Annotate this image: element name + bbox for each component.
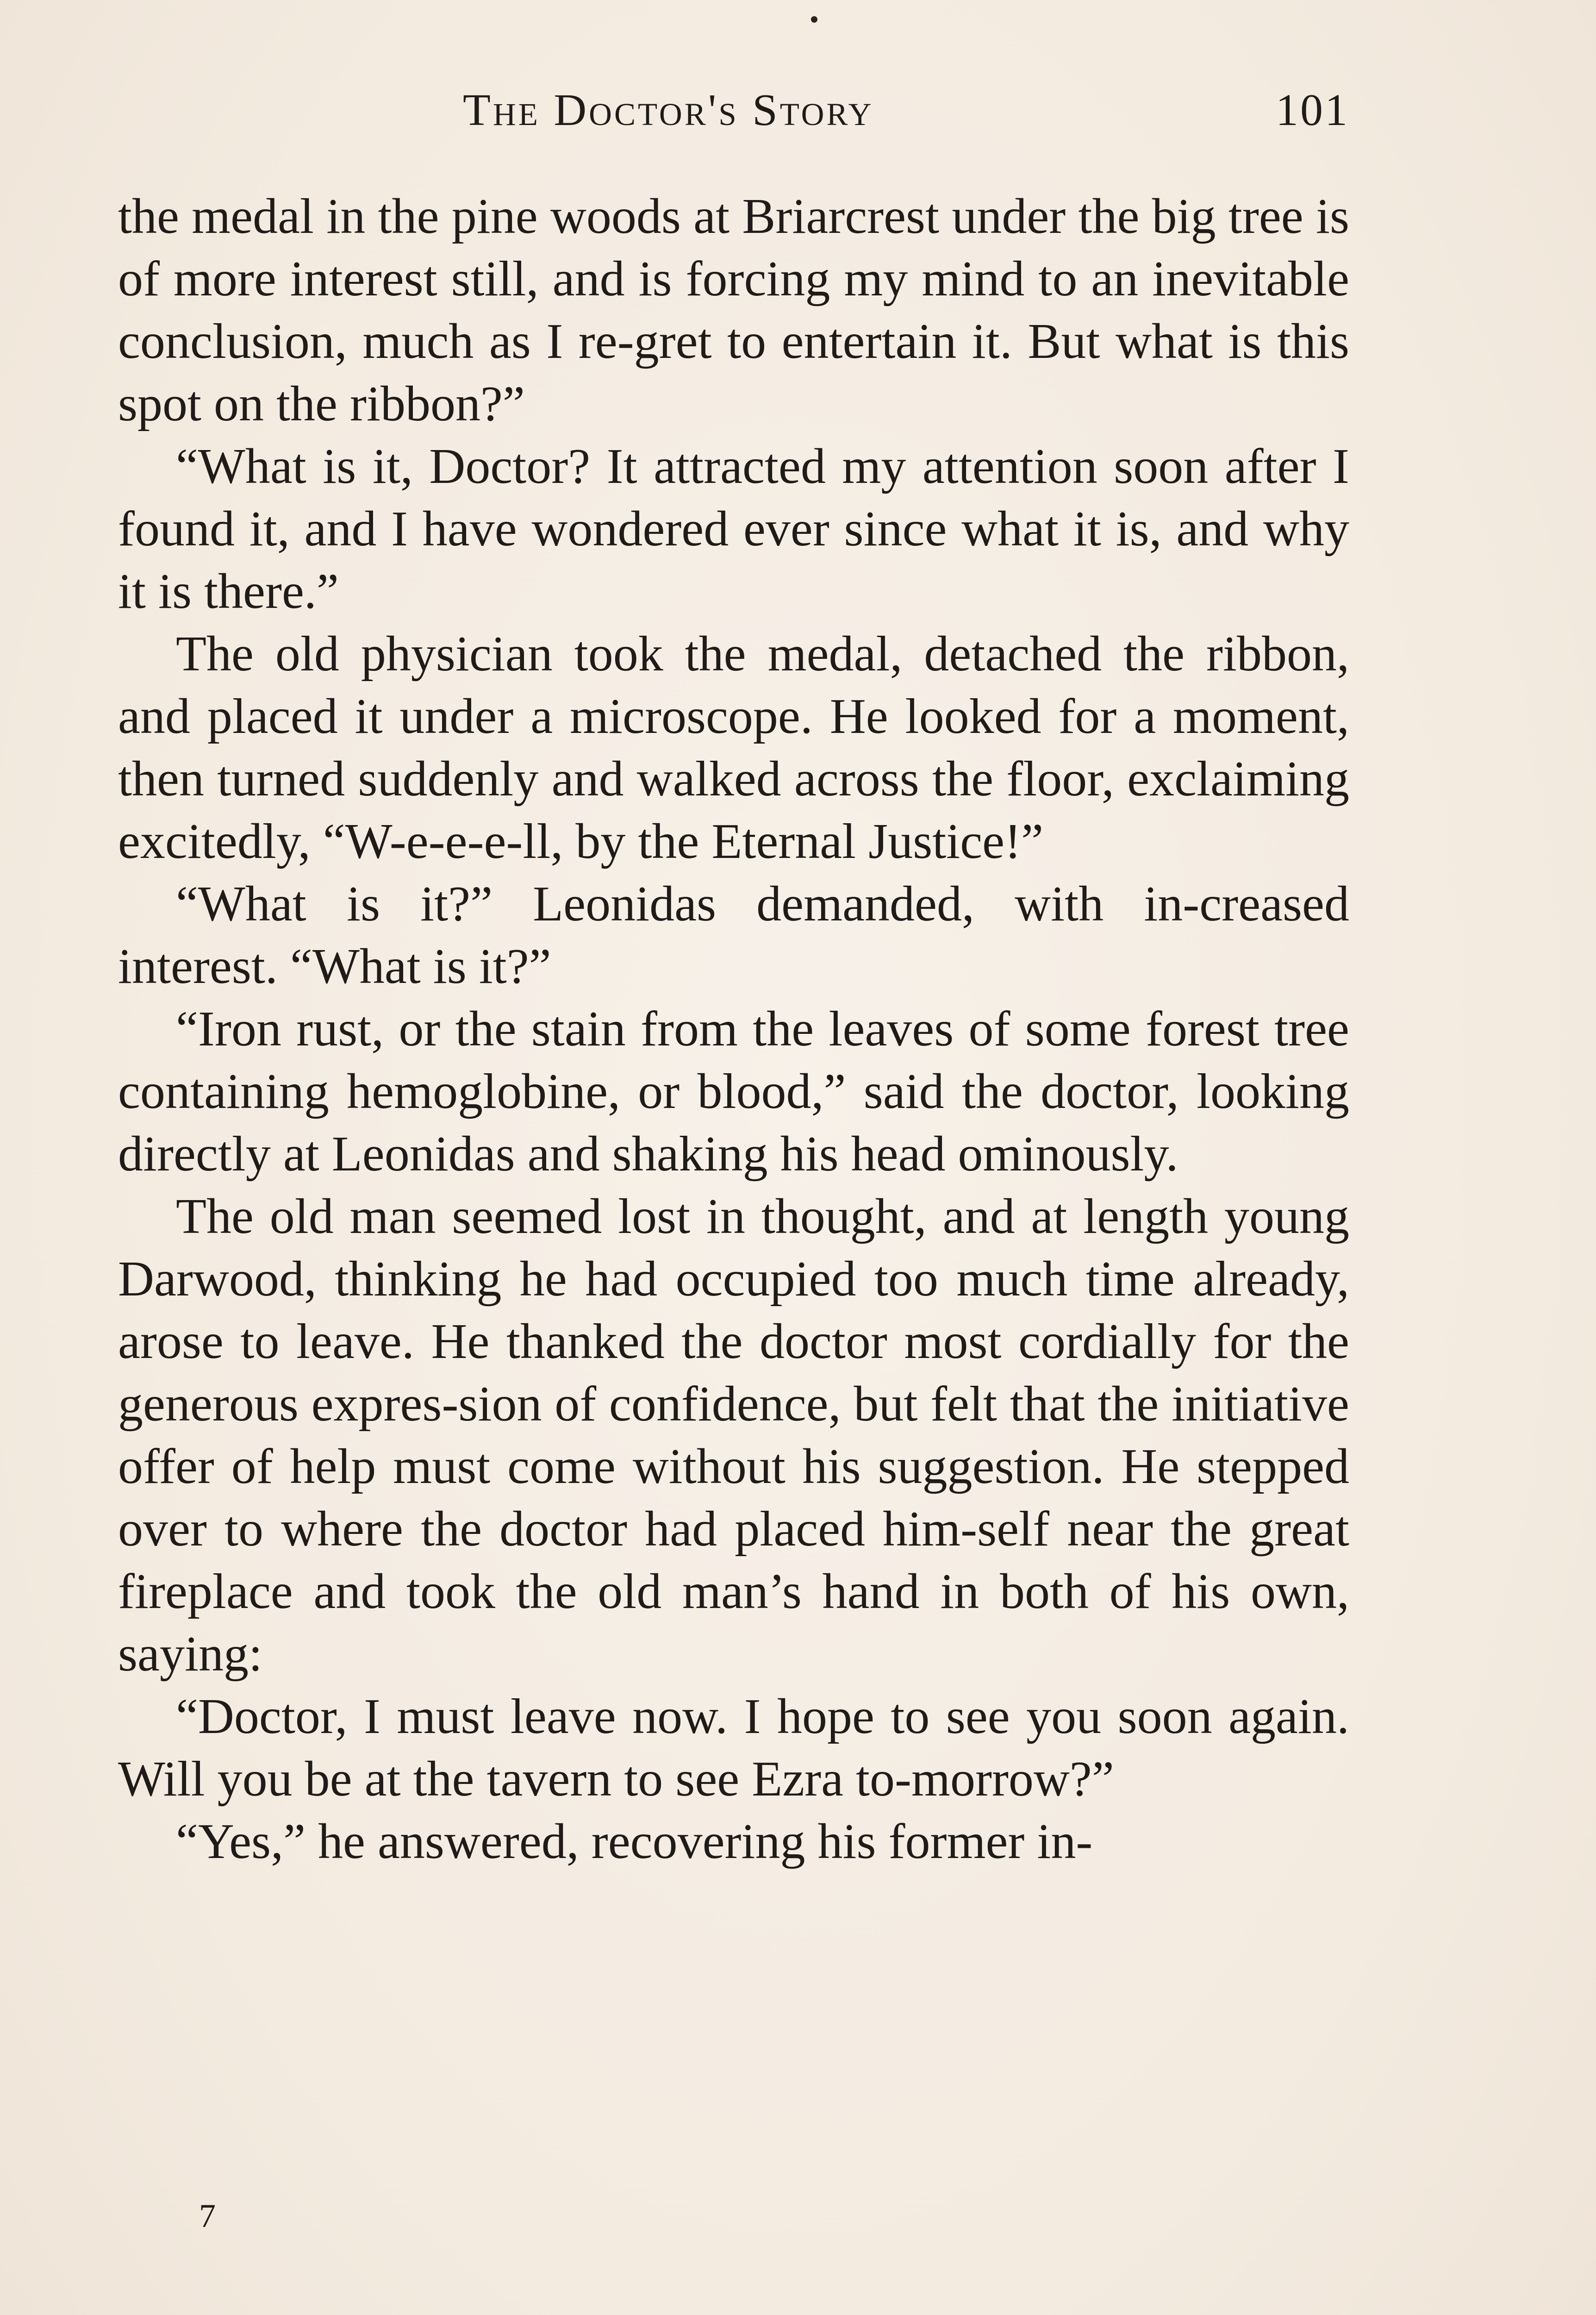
paragraph-7: “Doctor, I must leave now. I hope to see you soon again. Will you be at the tavern to see Ezra to-morrow?”	[118, 1689, 1349, 1807]
paragraph-8: “Yes,” he answered, recovering his former in-	[176, 1814, 1093, 1869]
paragraph-1: the medal in the pine woods at Briarcrest under the big tree is of more interest still, and is forcing my mind to an inevitable conclusion, much as I re-gret to entertain it. But what is this spot on the ribbon?”	[118, 189, 1349, 432]
page-number: 101	[1276, 85, 1349, 135]
paragraph-2: “What is it, Doctor? It attracted my attention soon after I found it, and I have wondered ever since what it is, and why it is there.”	[118, 439, 1349, 619]
paragraph-3: The old physician took the medal, detached the ribbon, and placed it under a microscope. He looked for a moment, then turned suddenly and walked across the floor, exclaiming excitedly, “W-e-e-e-ll, by the Eternal Justice!”	[118, 626, 1349, 869]
ink-speck	[811, 16, 817, 23]
running-head: The Doctor's Story	[463, 85, 874, 135]
page-header	[118, 84, 1349, 149]
paragraph-4: “What is it?” Leonidas demanded, with in-creased interest. “What is it?”	[118, 876, 1349, 994]
paragraph-6: The old man seemed lost in thought, and at length young Darwood, thinking he had occupied too much time already, arose to leave. He thanked the doctor most cordially for the generous expres-sion of confidence, but felt that the initiative offer of help must come without his suggestion. He stepped over to where the doctor had placed him-self near the great fireplace and took the old man’s hand in both of his own, saying:	[118, 1189, 1349, 1682]
signature-mark: 7	[199, 2197, 216, 2234]
paragraph-5: “Iron rust, or the stain from the leaves of some forest tree containing hemoglobine, or blood,” said the doctor, looking directly at Leonidas and shaking his head ominously.	[118, 1001, 1349, 1182]
body-text	[118, 185, 1349, 1873]
